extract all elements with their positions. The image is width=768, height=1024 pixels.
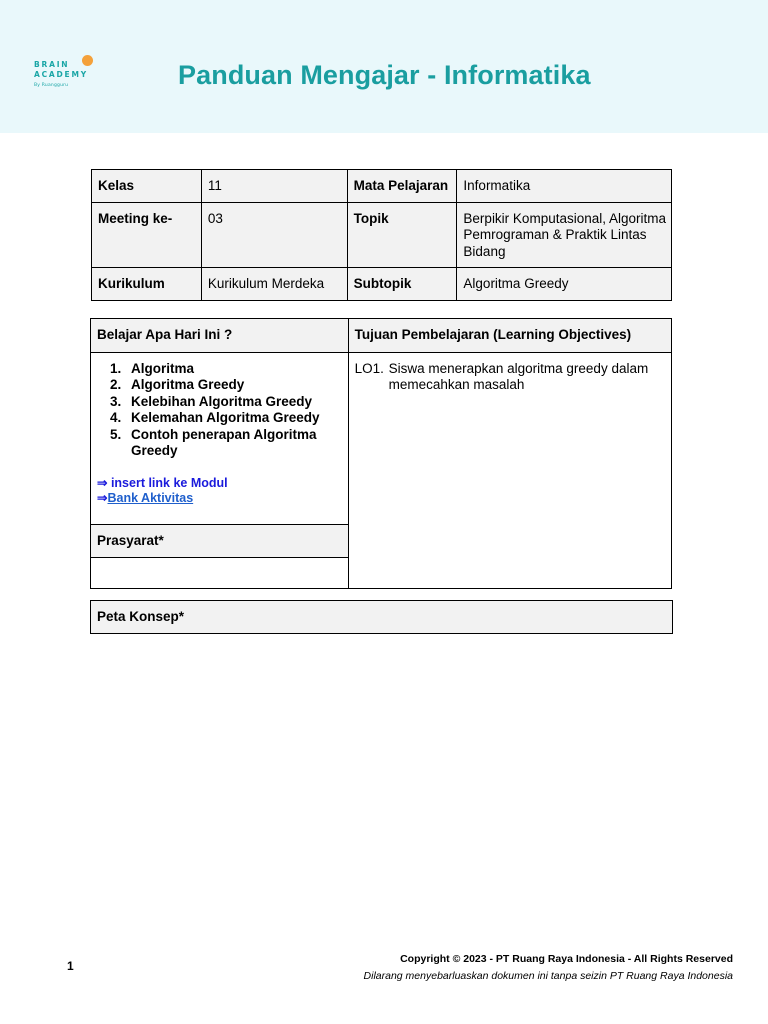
- kelas-label: Kelas: [92, 170, 202, 203]
- objective-item: [355, 361, 665, 394]
- belajar-header: Belajar Apa Hari Ini ?: [91, 319, 349, 353]
- list-item: 5. Contoh penerapan Algoritma Greedy: [125, 427, 342, 460]
- class-info-table: [91, 169, 672, 301]
- page-number: 1: [67, 959, 74, 973]
- table-row: [91, 352, 672, 524]
- logo-text-byline: By Ruangguru: [34, 83, 69, 88]
- logo-text-brain: BRAIN: [34, 60, 70, 69]
- logo-text-academy: ACADEMY: [34, 70, 88, 79]
- table-row: [92, 202, 672, 268]
- arrow-icon: ⇒: [97, 490, 108, 505]
- list-item: 1. Algoritma: [125, 361, 342, 378]
- table-row: [92, 268, 672, 301]
- topik-value: Berpikir Komputasional, Algoritma Pemrograman & Praktik Lintas Bidang: [457, 202, 672, 268]
- list-item: 2. Algoritma Greedy: [125, 377, 342, 394]
- tujuan-header: Tujuan Pembelajaran (Learning Objectives): [348, 319, 671, 353]
- objective-number: LO1.: [354, 360, 384, 376]
- topics-cell: [91, 352, 349, 524]
- kelas-value: 11: [201, 170, 347, 203]
- links-block: [97, 476, 342, 506]
- meeting-value: 03: [201, 202, 347, 268]
- meeting-label: Meeting ke-: [92, 202, 202, 268]
- table-row: [91, 319, 672, 353]
- modul-link[interactable]: ⇒ insert link ke Modul: [97, 475, 228, 490]
- table-row: [92, 170, 672, 203]
- table-row: [91, 601, 673, 634]
- objective-text: Siswa menerapkan algoritma greedy dalam memecahkan masalah: [388, 360, 649, 392]
- peta-konsep-header: Peta Konsep*: [91, 601, 673, 634]
- learning-table: [90, 318, 672, 589]
- bank-aktivitas-link[interactable]: Bank Aktivitas: [107, 490, 194, 505]
- list-item: 4. Kelemahan Algoritma Greedy: [125, 410, 342, 427]
- subtopik-label: Subtopik: [347, 268, 457, 301]
- document-title: Panduan Mengajar - Informatika: [178, 60, 591, 90]
- list-item: 3. Kelebihan Algoritma Greedy: [125, 394, 342, 411]
- distribution-note: Dilarang menyebarluaskan dokumen ini tanpa seizin PT Ruang Raya Indonesia: [363, 970, 733, 982]
- concept-map-table: [90, 600, 673, 634]
- mata-pelajaran-value: Informatika: [457, 170, 672, 203]
- copyright-text: Copyright © 2023 - PT Ruang Raya Indonesia - All Rights Reserved: [400, 953, 733, 965]
- topik-label: Topik: [347, 202, 457, 268]
- kurikulum-value: Kurikulum Merdeka: [201, 268, 347, 301]
- topic-list: [97, 361, 342, 460]
- prasyarat-header: Prasyarat*: [91, 524, 349, 558]
- prasyarat-value: [91, 558, 349, 589]
- brain-academy-logo: [34, 55, 96, 95]
- brain-icon: [82, 55, 93, 66]
- mata-pelajaran-label: Mata Pelajaran: [347, 170, 457, 203]
- objectives-cell: [348, 352, 671, 589]
- subtopik-value: Algoritma Greedy: [457, 268, 672, 301]
- page-header: [0, 0, 768, 133]
- kurikulum-label: Kurikulum: [92, 268, 202, 301]
